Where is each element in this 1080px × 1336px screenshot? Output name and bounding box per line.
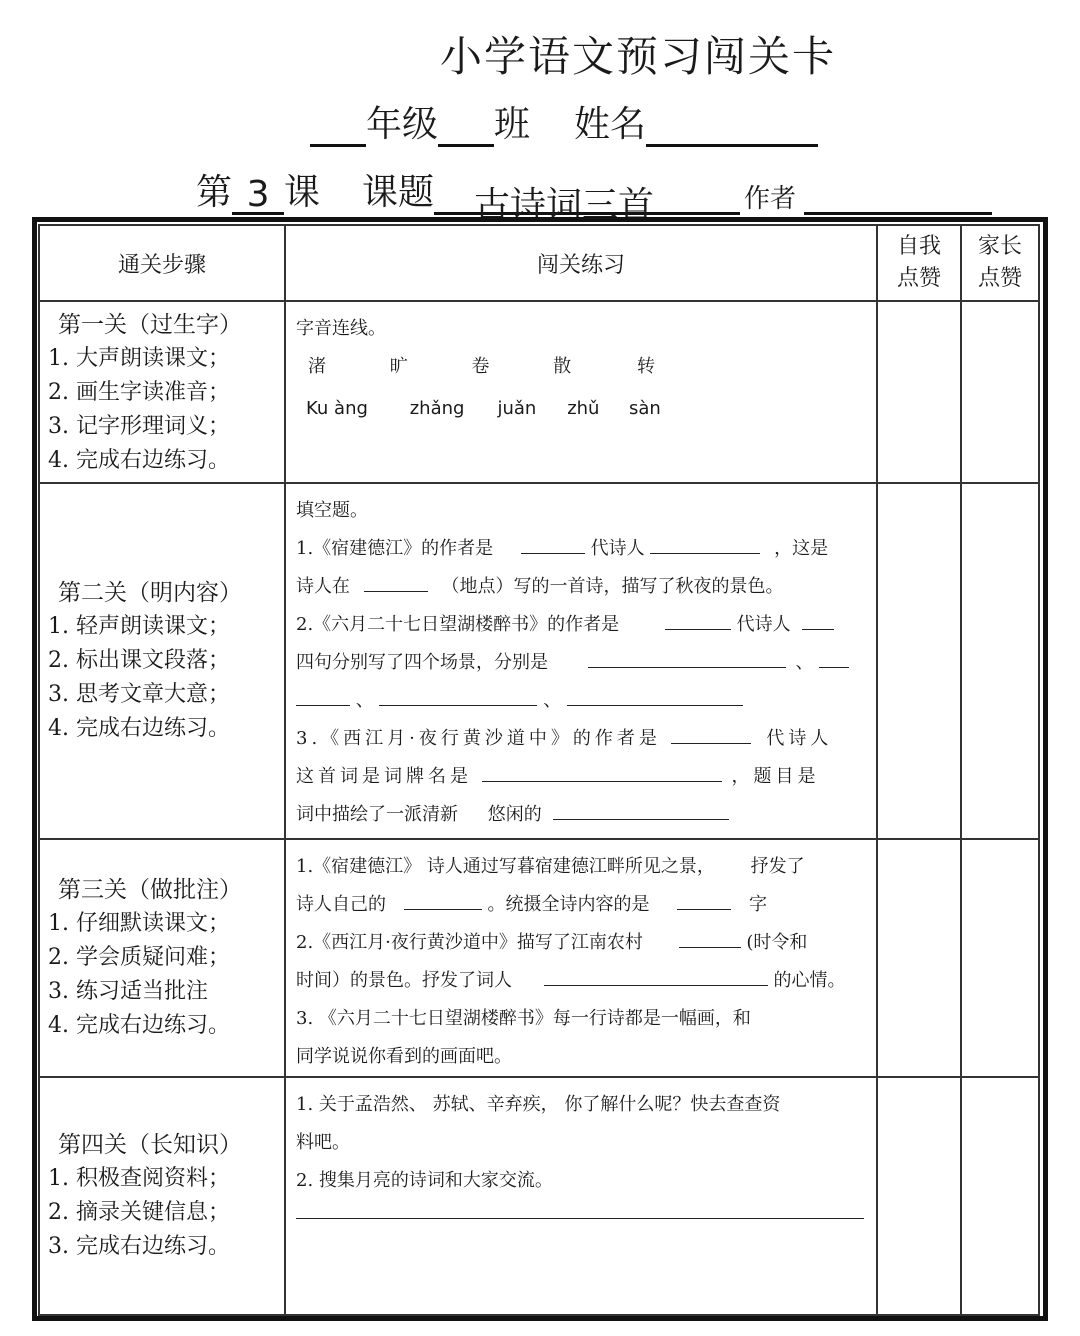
fill-blank[interactable]	[677, 887, 731, 910]
header-practice: 闯关练习	[285, 225, 877, 301]
step-item: 3. 练习适当批注	[48, 979, 208, 1004]
parent-like-cell[interactable]	[961, 839, 1039, 1077]
fill-blank[interactable]	[819, 645, 849, 668]
fill-blank[interactable]	[671, 721, 751, 744]
header-parent-like	[961, 225, 1039, 301]
question-text: 、	[355, 690, 374, 711]
fill-blank[interactable]	[404, 887, 482, 910]
question-3: 3. 《六月二十七日望湖楼醉书》每一行诗都是一幅画，和	[296, 1008, 751, 1029]
practice-cell-level4	[285, 1077, 877, 1315]
self-like-cell[interactable]	[877, 301, 961, 483]
pinyin[interactable]: sàn	[628, 398, 661, 419]
question-2: 2. 搜集月亮的诗词和大家交流。	[296, 1170, 553, 1191]
author-label: 作者	[744, 184, 797, 214]
step-item: 4. 完成右边练习。	[48, 448, 230, 473]
self-like-cell[interactable]	[877, 1077, 961, 1315]
self-like-cell[interactable]	[877, 839, 961, 1077]
fill-blank[interactable]	[567, 683, 743, 706]
table-row-level3	[39, 839, 1039, 1077]
grade-label: 年级	[366, 104, 439, 145]
header-parent-line1: 家长	[977, 234, 1022, 259]
level-title: 第二关（明内容）	[58, 580, 242, 606]
exercise-title: 字音连线。	[296, 318, 386, 339]
level-title: 第四关（长知识）	[58, 1132, 242, 1158]
question-3-end	[296, 796, 864, 834]
question-text: 诗人自己的	[296, 894, 386, 915]
fill-blank[interactable]	[588, 645, 786, 668]
step-item: 3. 记字形理词义；	[48, 414, 230, 439]
question-1-cont	[296, 886, 864, 924]
question-text: 2.《六月二十七日望湖楼醉书》的作者是	[296, 614, 620, 635]
header-self-line2: 点赞	[896, 266, 941, 291]
level-title: 第三关（做批注）	[58, 877, 242, 903]
step-item: 1. 积极查阅资料；	[48, 1166, 230, 1191]
lesson-info-line	[196, 164, 992, 226]
question-text: 1.《宿建德江》的作者是	[296, 538, 494, 559]
name-blank[interactable]	[646, 106, 818, 147]
step-item: 2. 学会质疑问难；	[48, 945, 230, 970]
lesson-number: 3	[232, 174, 284, 215]
fill-blank[interactable]	[521, 531, 585, 554]
character[interactable]: 渚	[308, 356, 326, 377]
question-1-cont	[296, 568, 864, 606]
question-1	[296, 848, 864, 886]
question-text: ，题目是	[731, 766, 820, 787]
question-3-cont: 同学说说你看到的画面吧。	[296, 1046, 512, 1067]
character[interactable]: 旷	[389, 356, 408, 377]
lesson-suffix: 课	[284, 172, 321, 213]
question-text: 。统摄全诗内容的是	[487, 894, 650, 915]
step-item: 1. 大声朗读课文；	[48, 346, 230, 371]
steps-cell-level1	[39, 301, 285, 483]
question-2-blanks	[296, 682, 864, 720]
page-title: 小学语文预习闯关卡	[440, 32, 837, 81]
question-text: (时令和	[746, 932, 808, 953]
grade-blank[interactable]	[310, 106, 366, 147]
question-1-cont: 料吧。	[296, 1132, 350, 1153]
question-text: 悠闲的	[487, 804, 542, 825]
question-text: 3.《西江月·夜行黄沙道中》的作者是	[296, 728, 661, 749]
topic-value: 古诗词三首	[434, 177, 740, 215]
step-item: 3. 思考文章大意；	[48, 682, 230, 707]
step-item: 1. 轻声朗读课文；	[48, 614, 230, 639]
practice-cell-level1	[285, 301, 877, 483]
question-2-cont	[296, 644, 864, 682]
class-label: 班	[494, 104, 531, 145]
table-row-level4	[39, 1077, 1039, 1315]
question-1	[296, 530, 864, 568]
question-text: 时间）的景色。抒发了词人	[296, 970, 512, 991]
step-item: 2. 摘录关键信息；	[48, 1200, 230, 1225]
question-text: 字	[748, 894, 767, 915]
level-title: 第一关（过生字）	[58, 312, 242, 338]
header-self-line1: 自我	[896, 234, 941, 259]
step-item: 3. 完成右边练习。	[48, 1234, 230, 1259]
step-item: 1. 仔细默读课文；	[48, 911, 230, 936]
steps-cell-level2	[39, 483, 285, 839]
question-text: 的心情。	[773, 970, 846, 991]
topic-label: 课题	[362, 172, 435, 213]
character[interactable]: 转	[636, 356, 655, 377]
fill-blank[interactable]	[379, 683, 537, 706]
question-text: 这首词是词牌名是	[296, 766, 472, 787]
question-text: 、	[795, 652, 814, 673]
question-text: 四句分别写了四个场景，分别是	[296, 652, 548, 673]
author-blank[interactable]	[804, 174, 992, 215]
answer-line[interactable]	[296, 1218, 864, 1219]
table-header-row	[39, 225, 1039, 301]
fill-blank[interactable]	[802, 607, 834, 630]
question-text: 1.《宿建德江》 诗人通过写暮宿建德江畔所见之景，	[296, 856, 715, 877]
fill-blank[interactable]	[650, 531, 760, 554]
header-steps: 通关步骤	[39, 225, 285, 301]
steps-cell-level3	[39, 839, 285, 1077]
question-3	[296, 720, 864, 758]
fill-blank[interactable]	[553, 797, 729, 820]
fill-blank[interactable]	[679, 925, 741, 948]
pinyin[interactable]: zhǎng	[409, 398, 465, 419]
steps-cell-level4	[39, 1077, 285, 1315]
table-row-level1	[39, 301, 1039, 483]
step-item: 4. 完成右边练习。	[48, 716, 230, 741]
table-row-level2	[39, 483, 1039, 839]
question-2-cont	[296, 962, 864, 1000]
self-like-cell[interactable]	[877, 483, 961, 839]
challenge-table	[38, 224, 1040, 1316]
header-self-like	[877, 225, 961, 301]
question-text: ，这是	[774, 538, 829, 559]
question-text: 2.《西江月·夜行黄沙道中》描写了江南农村	[296, 932, 643, 953]
header-parent-line2: 点赞	[977, 266, 1022, 291]
step-item: 4. 完成右边练习。	[48, 1013, 230, 1038]
question-text: 代诗人	[766, 728, 833, 749]
question-2	[296, 606, 864, 644]
practice-cell-level2	[285, 483, 877, 839]
practice-cell-level3	[285, 839, 877, 1077]
character-row	[296, 348, 864, 386]
exercise-title: 填空题。	[296, 500, 368, 521]
question-text: 诗人在	[296, 576, 350, 597]
class-blank[interactable]	[438, 106, 494, 147]
parent-like-cell[interactable]	[961, 1077, 1039, 1315]
step-item: 2. 画生字读准音；	[48, 380, 230, 405]
lesson-prefix: 第	[196, 172, 233, 213]
pinyin[interactable]: juǎn	[497, 398, 537, 419]
student-info-line	[310, 96, 818, 147]
question-3-cont	[296, 758, 864, 796]
fill-blank[interactable]	[665, 607, 731, 630]
name-label: 姓名	[574, 104, 647, 145]
step-item: 2. 标出课文段落；	[48, 648, 230, 673]
pinyin[interactable]: Ku àng	[306, 398, 368, 419]
parent-like-cell[interactable]	[961, 301, 1039, 483]
question-1: 1. 关于孟浩然、 苏轼、辛弃疾， 你了解什么呢？快去查查资	[296, 1094, 781, 1115]
question-text: 抒发了	[750, 856, 805, 877]
fill-blank[interactable]	[296, 683, 350, 706]
character[interactable]: 散	[553, 356, 572, 377]
fill-blank[interactable]	[544, 963, 768, 986]
question-2	[296, 924, 864, 962]
character[interactable]: 卷	[471, 356, 490, 377]
question-text: 代诗人	[736, 614, 791, 635]
question-text: 、	[543, 690, 562, 711]
pinyin-row	[296, 390, 864, 428]
pinyin[interactable]: zhǔ	[567, 398, 600, 419]
parent-like-cell[interactable]	[961, 483, 1039, 839]
fill-blank[interactable]	[482, 759, 722, 782]
question-text: 代诗人	[590, 538, 645, 559]
question-text: （地点）写的一首诗，描写了秋夜的景色。	[441, 576, 784, 597]
question-text: 词中描绘了一派清新	[296, 804, 458, 825]
fill-blank[interactable]	[364, 569, 428, 592]
